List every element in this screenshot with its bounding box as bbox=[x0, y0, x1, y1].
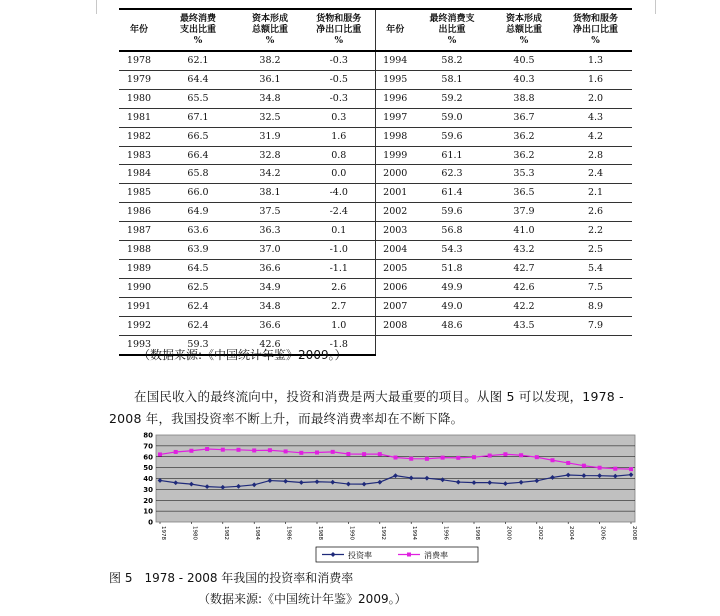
table-row bbox=[119, 184, 632, 203]
consumption-point bbox=[472, 455, 476, 459]
table-cell: 40.3 bbox=[489, 70, 559, 89]
table-cell: 58.2 bbox=[415, 51, 489, 70]
x-tick-label: 1978 bbox=[160, 526, 166, 540]
table-cell: 48.6 bbox=[415, 316, 489, 335]
x-tick-label: 2000 bbox=[505, 526, 512, 540]
consumption-investment-table bbox=[119, 8, 632, 356]
y-tick-label: 0 bbox=[148, 518, 153, 527]
consumption-point bbox=[362, 452, 366, 456]
table-row bbox=[119, 297, 632, 316]
x-tick-label: 1994 bbox=[411, 526, 418, 540]
table-cell: -0.5 bbox=[303, 70, 375, 89]
table-cell: 2005 bbox=[375, 259, 415, 278]
table-cell: 58.1 bbox=[415, 70, 489, 89]
table-cell: 62.4 bbox=[159, 316, 237, 335]
table-cell: 63.6 bbox=[159, 222, 237, 241]
y-tick-label: 30 bbox=[143, 485, 153, 494]
table-cell: 7.9 bbox=[559, 316, 632, 335]
table-cell: 36.1 bbox=[237, 70, 303, 89]
table-header-cell bbox=[415, 9, 489, 51]
x-tick-label: 1996 bbox=[442, 526, 449, 540]
table-cell: 66.5 bbox=[159, 127, 237, 146]
table-cell: 5.4 bbox=[559, 259, 632, 278]
table-cell: 1.6 bbox=[559, 70, 632, 89]
y-tick-label: 20 bbox=[143, 496, 153, 505]
consumption-point bbox=[284, 449, 288, 453]
table-header-cell bbox=[303, 9, 375, 51]
table-cell: 8.9 bbox=[559, 297, 632, 316]
table-row bbox=[119, 108, 632, 127]
table-cell: 32.5 bbox=[237, 108, 303, 127]
table-header-line: 货物和服务 bbox=[316, 13, 362, 24]
table-cell: 0.3 bbox=[303, 108, 375, 127]
table-cell: 4.2 bbox=[559, 127, 632, 146]
table-cell: 2.6 bbox=[559, 203, 632, 222]
table-row bbox=[119, 70, 632, 89]
table-row bbox=[119, 222, 632, 241]
table-cell: 2.4 bbox=[559, 165, 632, 184]
table-cell: 38.2 bbox=[237, 51, 303, 70]
table-cell: 34.8 bbox=[237, 89, 303, 108]
table-header-line: % bbox=[519, 35, 529, 46]
table-cell: 49.0 bbox=[415, 297, 489, 316]
table-cell: 67.1 bbox=[159, 108, 237, 127]
table-cell: 1993 bbox=[119, 335, 159, 354]
y-tick-label: 10 bbox=[143, 507, 153, 516]
table-cell: 1995 bbox=[375, 70, 415, 89]
table-cell: 42.2 bbox=[489, 297, 559, 316]
consumption-point bbox=[551, 458, 555, 462]
table-header-line: 出比重 bbox=[438, 24, 466, 35]
table-cell: 64.9 bbox=[159, 203, 237, 222]
table-cell: 1996 bbox=[375, 89, 415, 108]
consumption-point bbox=[252, 448, 256, 452]
consumption-point bbox=[315, 451, 319, 455]
table-cell: 1997 bbox=[375, 108, 415, 127]
page-margin-mark-left bbox=[96, 0, 97, 14]
table-cell: 37.0 bbox=[237, 241, 303, 260]
table-cell: 0.1 bbox=[303, 222, 375, 241]
table-cell: 64.5 bbox=[159, 259, 237, 278]
table-cell: 34.2 bbox=[237, 165, 303, 184]
table-cell: 38.8 bbox=[489, 89, 559, 108]
table-cell: 2004 bbox=[375, 241, 415, 260]
table-cell bbox=[559, 335, 632, 354]
consumption-point bbox=[378, 452, 382, 456]
consumption-point bbox=[174, 450, 178, 454]
x-tick-label: 2008 bbox=[631, 526, 637, 540]
table-cell: 66.0 bbox=[159, 184, 237, 203]
table-cell: 59.2 bbox=[415, 89, 489, 108]
table-cell: 1994 bbox=[375, 51, 415, 70]
table-header-line: % bbox=[591, 35, 600, 46]
table-cell bbox=[415, 335, 489, 354]
table-cell: 59.6 bbox=[415, 203, 489, 222]
table-cell: 2.7 bbox=[303, 297, 375, 316]
table-header-line: 年份 bbox=[129, 24, 148, 35]
table-cell: 37.9 bbox=[489, 203, 559, 222]
y-tick-label: 50 bbox=[143, 464, 153, 473]
table-cell: 36.6 bbox=[237, 316, 303, 335]
table-cell: 2001 bbox=[375, 184, 415, 203]
consumption-point bbox=[346, 452, 350, 456]
table-cell: 62.4 bbox=[159, 297, 237, 316]
x-tick-label: 1988 bbox=[317, 526, 323, 540]
table-cell: -0.3 bbox=[303, 51, 375, 70]
table-cell: 1982 bbox=[119, 127, 159, 146]
table-row bbox=[119, 278, 632, 297]
table-header-line: 最终消费 bbox=[179, 13, 216, 24]
consumption-point bbox=[425, 457, 429, 461]
table-cell: 43.2 bbox=[489, 241, 559, 260]
consumption-point bbox=[189, 449, 193, 453]
consumption-point bbox=[629, 467, 633, 471]
table-cell: 62.3 bbox=[415, 165, 489, 184]
consumption-point bbox=[409, 457, 413, 461]
y-tick-label: 40 bbox=[143, 475, 153, 483]
table-cell: 2002 bbox=[375, 203, 415, 222]
consumption-point bbox=[158, 452, 162, 456]
table-cell: 62.5 bbox=[159, 278, 237, 297]
consumption-point bbox=[535, 455, 539, 459]
table-cell: 4.3 bbox=[559, 108, 632, 127]
table-cell: 49.9 bbox=[415, 278, 489, 297]
consumption-point bbox=[394, 456, 398, 460]
x-tick-label: 1992 bbox=[379, 526, 386, 540]
table-cell: 61.1 bbox=[415, 146, 489, 165]
table-cell: 61.4 bbox=[415, 184, 489, 203]
table-cell: 1988 bbox=[119, 241, 159, 260]
consumption-point bbox=[598, 466, 602, 470]
table-cell: 36.2 bbox=[489, 146, 559, 165]
table-cell: 2003 bbox=[375, 222, 415, 241]
x-tick-label: 2004 bbox=[568, 526, 575, 540]
legend-label-consumption: 消费率 bbox=[424, 551, 448, 560]
table-cell: 1990 bbox=[119, 278, 159, 297]
table-cell: 1989 bbox=[119, 259, 159, 278]
consumption-point bbox=[582, 464, 586, 468]
table-cell bbox=[375, 335, 415, 354]
table-cell: 59.0 bbox=[415, 108, 489, 127]
table-cell: 63.9 bbox=[159, 241, 237, 260]
x-tick-label: 2006 bbox=[599, 526, 606, 540]
table-header-line: % bbox=[193, 35, 203, 46]
table-header-line: 支出比重 bbox=[179, 24, 216, 35]
table-cell: 42.6 bbox=[489, 278, 559, 297]
legend-marker-consumption bbox=[407, 553, 411, 557]
table-cell: 59.3 bbox=[159, 335, 237, 354]
table-header-line: 净出口比重 bbox=[316, 24, 362, 35]
body-paragraph: 在国民收入的最终流向中，投资和消费是两大最重要的项目。从图 5 可以发现，1978 - 2008 年，我国投资率不断上升，而最终消费率却在不断下降。 bbox=[109, 389, 624, 426]
table-cell: 2.2 bbox=[559, 222, 632, 241]
consumption-point bbox=[299, 451, 303, 455]
table-cell: 1986 bbox=[119, 203, 159, 222]
table-cell: 36.3 bbox=[237, 222, 303, 241]
table-cell: 42.7 bbox=[489, 259, 559, 278]
table-cell: 36.7 bbox=[489, 108, 559, 127]
consumption-point bbox=[566, 461, 570, 465]
table-cell: 1998 bbox=[375, 127, 415, 146]
table-cell: 40.5 bbox=[489, 51, 559, 70]
table-cell: 2.8 bbox=[559, 146, 632, 165]
table-header-line: % bbox=[265, 35, 275, 46]
table-cell: -2.4 bbox=[303, 203, 375, 222]
table-cell: 43.5 bbox=[489, 316, 559, 335]
table-cell: 54.3 bbox=[415, 241, 489, 260]
table-header-line: 年份 bbox=[386, 24, 405, 35]
table-cell: 2000 bbox=[375, 165, 415, 184]
table-header-cell bbox=[237, 9, 303, 51]
table-cell: 1980 bbox=[119, 89, 159, 108]
chart-svg bbox=[138, 430, 643, 565]
legend-label-investment: 投资率 bbox=[348, 551, 372, 560]
table-cell: 51.8 bbox=[415, 259, 489, 278]
table-cell: 36.2 bbox=[489, 127, 559, 146]
consumption-point bbox=[441, 456, 445, 460]
table-row bbox=[119, 316, 632, 335]
consumption-point bbox=[613, 467, 617, 471]
consumption-point bbox=[456, 456, 460, 460]
table-cell: -1.0 bbox=[303, 241, 375, 260]
table-cell: 1983 bbox=[119, 146, 159, 165]
data-table bbox=[119, 8, 632, 356]
table-cell: -1.8 bbox=[303, 335, 375, 354]
table-header-line: 货物和服务 bbox=[572, 13, 618, 24]
table-header-cell bbox=[559, 9, 632, 51]
table-row bbox=[119, 127, 632, 146]
table-cell: 36.6 bbox=[237, 259, 303, 278]
table-row bbox=[119, 165, 632, 184]
table-cell: 1.0 bbox=[303, 316, 375, 335]
table-cell: 59.6 bbox=[415, 127, 489, 146]
table-cell: 2006 bbox=[375, 278, 415, 297]
figure-caption: 图 5 1978 - 2008 年我国的投资率和消费率 bbox=[109, 571, 354, 585]
table-cell: 1984 bbox=[119, 165, 159, 184]
table-header-cell bbox=[159, 9, 237, 51]
consumption-point bbox=[519, 453, 523, 457]
table-body bbox=[119, 51, 632, 355]
table-header-line: 净出口比重 bbox=[572, 24, 618, 35]
table-header-cell bbox=[489, 9, 559, 51]
table-cell: -0.3 bbox=[303, 89, 375, 108]
x-tick-label: 1998 bbox=[474, 526, 480, 540]
table-header-line: % bbox=[334, 35, 344, 46]
consumption-point bbox=[268, 448, 272, 452]
table-cell: -1.1 bbox=[303, 259, 375, 278]
table-header-cell bbox=[119, 9, 159, 51]
y-tick-label: 60 bbox=[143, 453, 153, 462]
y-tick-label: 70 bbox=[143, 442, 153, 451]
table-row bbox=[119, 259, 632, 278]
table-row bbox=[119, 146, 632, 165]
table-cell: 1987 bbox=[119, 222, 159, 241]
table-cell: 65.5 bbox=[159, 89, 237, 108]
table-cell: 65.8 bbox=[159, 165, 237, 184]
consumption-point bbox=[237, 448, 241, 452]
table-cell: 7.5 bbox=[559, 278, 632, 297]
table-row bbox=[119, 89, 632, 108]
consumption-point bbox=[488, 454, 492, 458]
consumption-point bbox=[205, 447, 209, 451]
table-cell: 1979 bbox=[119, 70, 159, 89]
table-cell: 1978 bbox=[119, 51, 159, 70]
table-cell bbox=[489, 335, 559, 354]
table-cell: 2.5 bbox=[559, 241, 632, 260]
table-header-line: 总额比重 bbox=[251, 24, 288, 35]
table-cell: 1999 bbox=[375, 146, 415, 165]
x-tick-label: 1986 bbox=[285, 526, 292, 540]
table-header-row bbox=[119, 9, 632, 51]
table-cell: 36.5 bbox=[489, 184, 559, 203]
page-margin-mark-right bbox=[655, 0, 656, 14]
table-cell: 2.1 bbox=[559, 184, 632, 203]
table-cell: 1985 bbox=[119, 184, 159, 203]
x-tick-label: 1990 bbox=[348, 526, 355, 540]
table-header-cell bbox=[375, 9, 415, 51]
table-cell: 0.8 bbox=[303, 146, 375, 165]
table-header-line: % bbox=[447, 35, 457, 46]
table-cell: 0.0 bbox=[303, 165, 375, 184]
table-cell: 34.9 bbox=[237, 278, 303, 297]
x-tick-label: 1984 bbox=[254, 526, 261, 540]
table-cell: 37.5 bbox=[237, 203, 303, 222]
table-cell: 1991 bbox=[119, 297, 159, 316]
consumption-point bbox=[503, 452, 507, 456]
table-header-line: 最终消费支 bbox=[429, 13, 475, 24]
table-cell: 1992 bbox=[119, 316, 159, 335]
table-cell: 42.6 bbox=[237, 335, 303, 354]
x-tick-label: 1982 bbox=[222, 526, 229, 540]
table-cell: 31.9 bbox=[237, 127, 303, 146]
x-tick-label: 2002 bbox=[536, 526, 543, 540]
investment-consumption-chart bbox=[138, 430, 643, 565]
table-cell: 41.0 bbox=[489, 222, 559, 241]
table-cell: 2007 bbox=[375, 297, 415, 316]
table-cell: 66.4 bbox=[159, 146, 237, 165]
table-cell: 2008 bbox=[375, 316, 415, 335]
table-row bbox=[119, 241, 632, 260]
x-tick-label: 1980 bbox=[191, 526, 198, 540]
consumption-point bbox=[331, 450, 335, 454]
table-cell: 1.6 bbox=[303, 127, 375, 146]
table-cell: 34.8 bbox=[237, 297, 303, 316]
table-cell: 1981 bbox=[119, 108, 159, 127]
table-cell: 38.1 bbox=[237, 184, 303, 203]
y-tick-label: 80 bbox=[143, 431, 153, 440]
table-source-note: （数据来源:《中国统计年鉴》2009。） bbox=[138, 348, 347, 362]
figure-source-note: （数据来源:《中国统计年鉴》2009。） bbox=[198, 592, 407, 606]
table-cell: 1.3 bbox=[559, 51, 632, 70]
table-cell: 2.0 bbox=[559, 89, 632, 108]
table-header-line: 资本形成 bbox=[505, 13, 542, 24]
consumption-point bbox=[221, 448, 225, 452]
table-cell: 62.1 bbox=[159, 51, 237, 70]
table-cell: 2.6 bbox=[303, 278, 375, 297]
table-cell: 56.8 bbox=[415, 222, 489, 241]
table-cell: 32.8 bbox=[237, 146, 303, 165]
table-row bbox=[119, 51, 632, 70]
table-cell: -4.0 bbox=[303, 184, 375, 203]
table-header-line: 资本形成 bbox=[251, 13, 288, 24]
table-cell: 64.4 bbox=[159, 70, 237, 89]
table-row bbox=[119, 203, 632, 222]
table-header-line: 总额比重 bbox=[505, 24, 542, 35]
table-cell: 35.3 bbox=[489, 165, 559, 184]
